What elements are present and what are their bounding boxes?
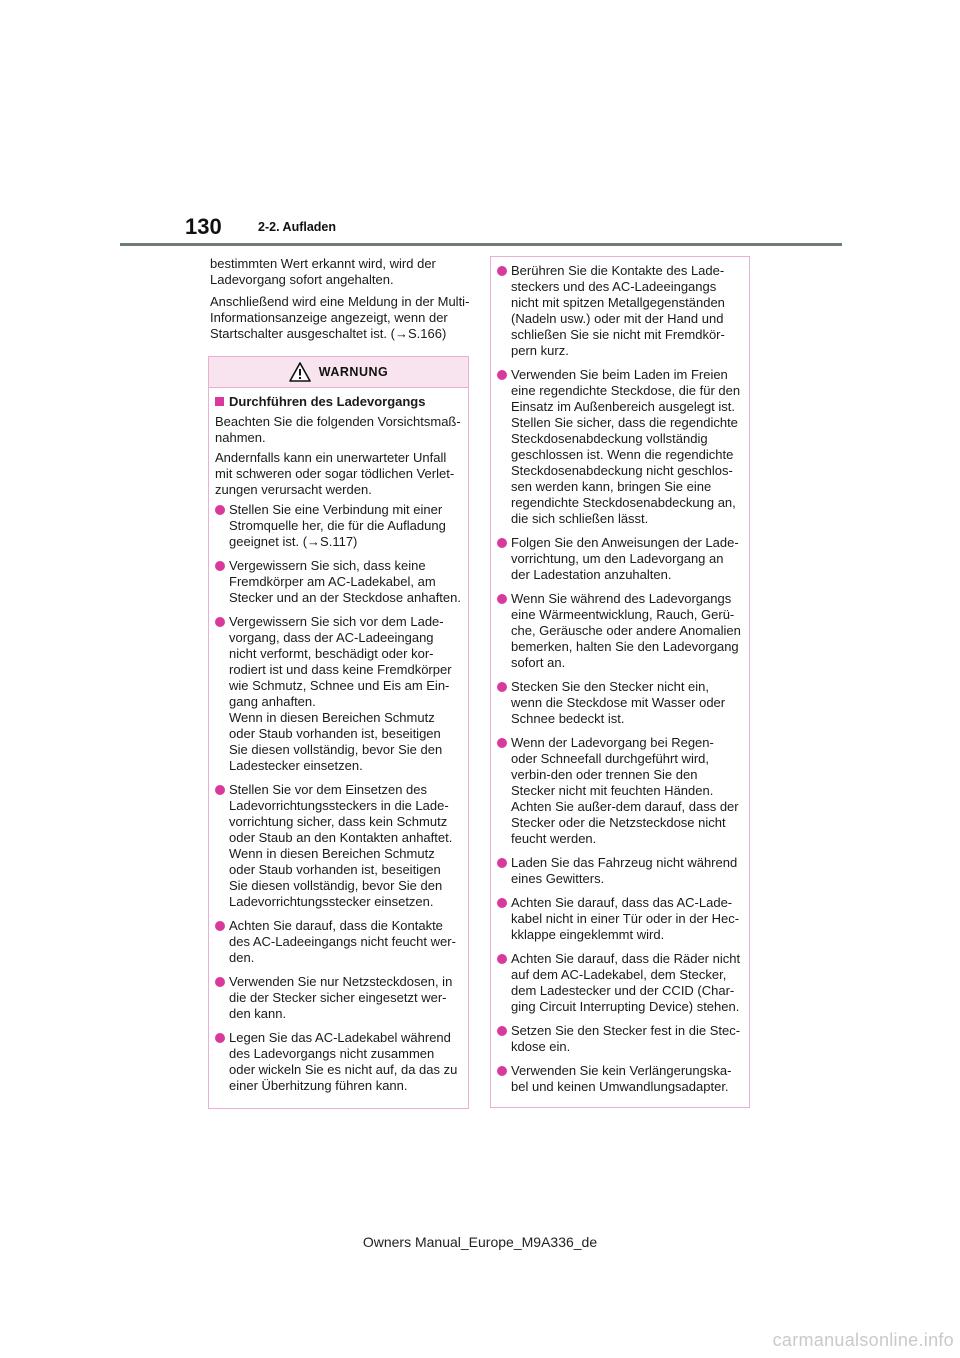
list-item-text: Achten Sie darauf, dass die Räder nicht auf dem AC-Ladekabel, dem Stecker, dem Ladestecker und der CCID (Char-ging Circuit Interrupting Device) stehen.	[511, 951, 741, 1014]
list-item	[497, 367, 743, 527]
bullet-dot-icon	[497, 538, 507, 548]
list-item	[497, 591, 743, 671]
list-item	[215, 558, 462, 606]
warning-list-right	[497, 263, 743, 1095]
list-item	[497, 535, 743, 583]
section-title: 2-2. Aufladen	[258, 220, 337, 234]
list-item	[497, 1023, 743, 1055]
bullet-dot-icon	[497, 954, 507, 964]
warning-subheading	[215, 394, 462, 410]
intro-paragraph: Anschließend wird eine Meldung in der Multi-Informationsanzeige angezeigt, wenn der Startschalter ausgeschaltet ist. (→S.166)	[210, 294, 470, 341]
list-item	[497, 679, 743, 727]
bullet-dot-icon	[497, 738, 507, 748]
warning-triangle-icon	[289, 362, 311, 382]
intro-paragraph: bestimmten Wert erkannt wird, wird der Ladevorgang sofort angehalten.	[210, 256, 436, 287]
watermark: carmanualsonline.info	[772, 1330, 954, 1350]
list-item-text: Stellen Sie vor dem Einsetzen des Ladevorrichtungssteckers in die Lade-vorrichtung sicher, dass kein Schmutz oder Staub an den Kontakten anhaftet. Wenn in diesen Bereichen Schmutz oder Staub vorhanden ist, beseitigen Sie diesen vollständig, bevor Sie den Ladevorrichtungsstecker einsetzen.	[229, 782, 453, 909]
bullet-dot-icon	[497, 1026, 507, 1036]
list-item	[215, 918, 462, 966]
list-item-text: Achten Sie darauf, dass die Kontakte des AC-Ladeeingangs nicht feucht wer-den.	[229, 918, 456, 965]
warning-paragraph: Andernfalls kann ein unerwarteter Unfall mit schweren oder sogar tödlichen Verlet-zungen verursacht werden.	[215, 450, 455, 497]
list-item-text: Achten Sie darauf, dass das AC-Lade-kabel nicht in einer Tür oder in der Hec-kklappe eingeklemmt wird.	[511, 895, 740, 942]
list-item	[215, 502, 462, 550]
warning-list-left	[215, 502, 462, 1094]
list-item-text: Laden Sie das Fahrzeug nicht während eines Gewitters.	[511, 855, 738, 886]
warning-box-left	[208, 356, 469, 1109]
list-item-text: Stecken Sie den Stecker nicht ein, wenn die Steckdose mit Wasser oder Schnee bedeckt ist.	[511, 679, 726, 726]
warning-title: WARNUNG	[318, 365, 389, 379]
list-item	[497, 1063, 743, 1095]
square-bullet-icon	[215, 397, 224, 406]
bullet-dot-icon	[497, 370, 507, 380]
footer-text: Owners Manual_Europe_M9A336_de	[362, 1234, 598, 1250]
list-item-text: Verwenden Sie nur Netzsteckdosen, in die der Stecker sicher eingesetzt wer-den kann.	[229, 974, 453, 1021]
list-item-text: Vergewissern Sie sich, dass keine Fremdkörper am AC-Ladekabel, am Stecker und an der Steckdose anhaften.	[229, 558, 461, 605]
bullet-dot-icon	[215, 1033, 225, 1043]
bullet-dot-icon	[497, 898, 507, 908]
list-item-text: Setzen Sie den Stecker fest in die Stec-kdose ein.	[511, 1023, 741, 1054]
list-item	[497, 951, 743, 1015]
list-item	[215, 614, 462, 774]
list-item-text: Berühren Sie die Kontakte des Lade-steckers und des AC-Ladeeingangs nicht mit spitzen Metallgegenständen (Nadeln usw.) oder mit der Hand und schließen Sie sie nicht mit Fremdkör-pern kurz.	[511, 263, 725, 358]
list-item-text: Verwenden Sie kein Verlängerungska-bel und keinen Umwandlungsadapter.	[511, 1063, 732, 1094]
intro-text	[210, 256, 472, 348]
warning-box-right	[490, 256, 750, 1108]
warning-header	[209, 357, 468, 388]
bullet-dot-icon	[497, 682, 507, 692]
list-item-text: Legen Sie das AC-Ladekabel während des Ladevorgangs nicht zusammen oder wickeln Sie es nicht auf, da das zu einer Überhitzung führen kann.	[229, 1030, 458, 1093]
bullet-dot-icon	[215, 977, 225, 987]
list-item-text: Folgen Sie den Anweisungen der Lade-vorrichtung, um den Ladevorgang an der Ladestation anzuhalten.	[511, 535, 739, 582]
page-number: 130	[185, 214, 222, 239]
bullet-dot-icon	[215, 785, 225, 795]
bullet-dot-icon	[497, 1066, 507, 1076]
list-item	[497, 895, 743, 943]
header-rule	[120, 243, 842, 246]
list-item-text: Verwenden Sie beim Laden im Freien eine regendichte Steckdose, die für den Einsatz im Außenbereich ausgelegt ist. Stellen Sie sicher, dass die regendichte Steckdosenabdeckung vollständig geschlossen ist. Wenn die regendichte Steckdosenabdeckung nicht geschlos-sen werden kann, bringen Sie eine regendichte Steckdosenabdeckung an, die sich schließen lässt.	[511, 367, 741, 526]
bullet-dot-icon	[497, 594, 507, 604]
list-item	[497, 263, 743, 359]
list-item-text: Wenn der Ladevorgang bei Regen- oder Schneefall durchgeführt wird, verbin-den oder trennen Sie den Stecker nicht mit feuchten Händen. Achten Sie außer-dem darauf, dass der Stecker oder die Netzsteckdose nicht feucht werden.	[511, 735, 739, 846]
bullet-dot-icon	[215, 921, 225, 931]
list-item	[215, 782, 462, 910]
list-item-text: Stellen Sie eine Verbindung mit einer Stromquelle her, die für die Aufladung geeignet ist. (→S.117)	[229, 502, 446, 549]
list-item	[215, 974, 462, 1022]
bullet-dot-icon	[215, 561, 225, 571]
list-item	[497, 855, 743, 887]
bullet-dot-icon	[215, 617, 225, 627]
subheading-text: Durchführen des Ladevorgangs	[229, 394, 426, 409]
list-item-text: Vergewissern Sie sich vor dem Lade-vorgang, dass der AC-Ladeeingang nicht verformt, beschädigt oder kor-rodiert ist und dass keine Fremdkörper wie Schmutz, Schnee und Eis am Ein-gang anhaften. Wenn in diesen Bereichen Schmutz oder Staub vorhanden ist, beseitigen Sie diesen vollständig, bevor Sie den Ladestecker einsetzen.	[229, 614, 452, 773]
bullet-dot-icon	[497, 858, 507, 868]
list-item	[497, 735, 743, 847]
bullet-dot-icon	[497, 266, 507, 276]
list-item	[215, 1030, 462, 1094]
list-item-text: Wenn Sie während des Ladevorgangs eine Wärmeentwicklung, Rauch, Gerü-che, Geräusche oder andere Anomalien bemerken, halten Sie den Ladevorgang sofort an.	[511, 591, 741, 670]
bullet-dot-icon	[215, 505, 225, 515]
warning-paragraph: Beachten Sie die folgenden Vorsichtsmaß-nahmen.	[215, 414, 461, 445]
